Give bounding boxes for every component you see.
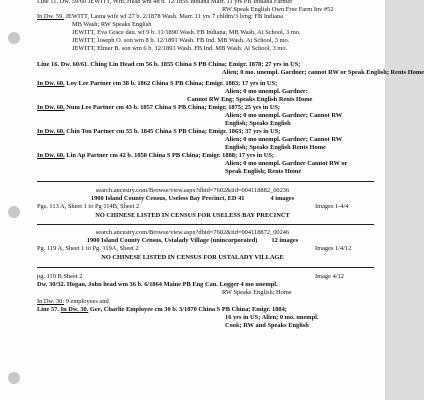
chinese-entry-line: Alien; 0 mo unempl. Gardner; Cannot RW xyxy=(225,112,343,119)
page-ref: Pgs. 113 A, Sheet 1 to Pg 114B, Sheet 2 xyxy=(37,203,140,210)
punch-hole xyxy=(8,32,20,44)
chinese-entry-line: Alien; 0 mo unempl. Gardner: xyxy=(225,88,308,95)
dwelling-ref: In Dw. 60. xyxy=(37,152,65,159)
images-ref: Images 1/4/12 xyxy=(315,245,352,252)
census-line: JEWITT, Joseph O. son wm 8 b. 12/1891 Wash. FB Ind. MB Wash. At School, 3 mo. xyxy=(72,37,290,44)
section-note: NO CHINESE LISTED IN CENSUS FOR USELESS BAY PRECINCT xyxy=(95,212,290,219)
census-line: RW Speak English Own Free Farm Inv #52 xyxy=(222,6,334,13)
census-line: In Dw. 30: 9 employees and xyxy=(37,298,109,305)
dwelling-line: Dw. 30/32. Hogan, John head wm 36 b. 6/1864 Maine PB Eng Can. Logger 4 mo unempl. xyxy=(37,281,278,288)
census-line: JEWITT, Eva Grace dau. wf 9 b. 11/1890 Wash. FB Indiana; MB Wash, At School, 3 mo. xyxy=(72,29,301,36)
dwelling-ref: In Dw. 30: xyxy=(37,298,65,305)
dwelling-ref: In Dw. 30. xyxy=(60,306,89,313)
chinese-entry-line: Speak English; Rents Home xyxy=(225,168,302,175)
punch-hole xyxy=(8,372,20,384)
dwelling-ref: In Dw. 60. xyxy=(37,128,65,135)
chinese-entry-line: In Dw. 60. Num Lee Partner cm 43 b. 1857 China S PB China; Emigr. 1875; 25 yrs in US; xyxy=(37,104,281,111)
dwelling-ref: In Dw. 60. xyxy=(37,80,65,87)
page-ref: pg. 119 B Sheet 2 xyxy=(37,273,83,280)
chinese-entry-line: Alien; 0 mo unempl. Gardner Cannot RW or xyxy=(225,160,348,167)
chinese-entry-line: Line 57. In Dw. 30. Gee, Charlie Employee cm 30 b. 3/1870 China S PB China; Emigr. 1884; xyxy=(37,306,287,313)
page-ref: Pg. 119 A, Sheet 1 to Pg. 119A, Sheet 2 xyxy=(37,245,139,252)
source-url: search.ancestry.com/Browse/view.aspx?dbid=7602&iid=004118872_00246 xyxy=(95,229,290,236)
census-line: MB Wash; RW Speaks English xyxy=(72,21,152,28)
divider xyxy=(37,224,374,225)
census-line: JEWITT, Elmer B. son wm 6 b. 12/1893 Wash. FB Ind. MB Wash. At School, 3 mo. xyxy=(72,45,288,52)
divider xyxy=(37,267,374,268)
census-entry-dwelling: In Dw. 59. JEWITT, Laura wife wf 27 b. 2/1878 Wash. Marr. 11 yrs 7 chldrn/3 lvng; FB Indiana xyxy=(37,13,284,20)
census-line: RW Speaks English; Home xyxy=(222,289,292,296)
chinese-entry-line: English; Speaks English xyxy=(225,120,291,127)
chinese-entry-line: Line 16. Dw. 60/61. Ching Lin Head cm 56 b. 1855 China S PB China; Emigr. 1878; 27 yrs in US; xyxy=(37,61,301,68)
chinese-entry-line: Alien; 0 mo unempl. Gardner; Cannot RW xyxy=(225,136,343,143)
census-line: Line 11. Dw. 59/60 JEWITT, Wm. Head wm 48 b. 12/1856 Indiana Marr. 11 yrs PB Indiana Farmer xyxy=(37,0,293,5)
chinese-entry-line: 16 yrs in US; Alien; 0 mo. unempl. xyxy=(225,314,319,321)
source-url: search.ancestry.com/Browse/view.aspx?dbid=7602&iid=004118882_00236 xyxy=(95,187,290,194)
chinese-entry-line: Cook; RW and Speaks English xyxy=(225,322,309,329)
section-note: NO CHINESE LISTED IN CENSUS FOR USTALADY VILLAGE xyxy=(101,254,284,261)
divider xyxy=(37,181,374,182)
chinese-entry-line: In Dw. 60. Lin Ap Partner cm 42 b. 1858 China S PB China; Emigr. 1888; 17 yrs in US; xyxy=(37,152,275,159)
chinese-entry-line: In Dw. 60. Loy Lee Partner cm 38 b. 1862 China S PB China; Emigr. 1883; 17 yrs in US; xyxy=(37,80,278,87)
chinese-entry-line: Alien; 0 mo. unempl. Gardner; cannot RW or Speak English; Rents Home xyxy=(222,69,424,76)
chinese-entry-line: In Dw. 60. Chin Ton Partner cm 55 b. 1845 China S PB China; Emigr. 1863; 37 yrs in US; xyxy=(37,128,281,135)
dwelling-ref: In Dw. 59. xyxy=(37,13,64,20)
dwelling-ref: In Dw. 60. xyxy=(37,104,65,111)
images-ref: Image 4/12 xyxy=(315,273,344,280)
images-ref: Images 1-4/4 xyxy=(315,203,349,210)
section-title: 1900 Island County Census, Useless Bay Precinct, ED 41 4 images xyxy=(90,195,295,202)
chinese-entry-line: English; Speaks English Rents Home xyxy=(225,144,326,151)
chinese-entry-line: Cannot RW Eng; Speaks English Rents Home xyxy=(187,96,313,103)
section-title: 1900 Island County Census, Ustalady Village (unincorporated) 12 images xyxy=(86,237,299,244)
